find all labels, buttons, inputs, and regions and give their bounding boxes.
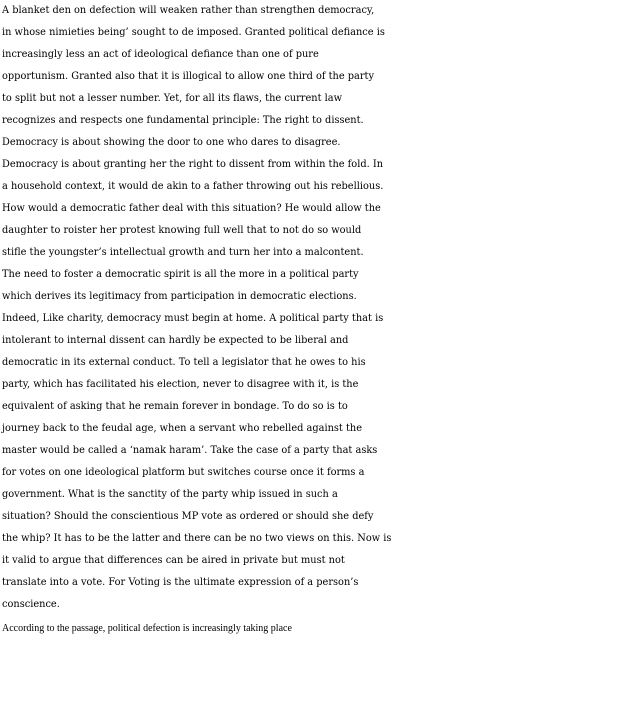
passage-line: master would be called a ‘namak haram’. Take the case of a party that asks	[2, 445, 378, 456]
passage-line: intolerant to internal dissent can hardly be expected to be liberal and	[2, 335, 349, 346]
passage-line: democratic in its external conduct. To tell a legislator that he owes to his	[2, 357, 366, 368]
passage-line: it valid to argue that differences can be aired in private but must not	[2, 555, 345, 566]
question-text: According to the passage, political defection is increasingly taking place	[2, 623, 292, 634]
passage-line: recognizes and respects one fundamental principle: The right to dissent.	[2, 115, 364, 126]
passage-line: in whose nimieties being’ sought to de imposed. Granted political defiance is	[2, 27, 385, 38]
passage-line: Democracy is about granting her the right to dissent from within the fold. In	[2, 159, 384, 170]
passage-line: government. What is the sanctity of the party whip issued in such a	[2, 489, 338, 500]
passage-line: How would a democratic father deal with this situation? He would allow the	[2, 203, 381, 214]
passage-line: increasingly less an act of ideological defiance than one of pure	[2, 49, 319, 60]
passage-line: which derives its legitimacy from participation in democratic elections.	[2, 291, 357, 302]
passage-line: for votes on one ideological platform but switches course once it forms a	[2, 467, 365, 478]
passage-line: Indeed, Like charity, democracy must begin at home. A political party that is	[2, 313, 384, 324]
passage-line: equivalent of asking that he remain forever in bondage. To do so is to	[2, 401, 348, 412]
passage-line: daughter to roister her protest knowing full well that to not do so would	[2, 225, 362, 236]
document-body	[2, 0, 638, 641]
passage-line: a household context, it would de akin to a father throwing out his rebellious.	[2, 181, 384, 192]
passage-line: to split but not a lesser number. Yet, for all its flaws, the current law	[2, 93, 342, 104]
passage-line: The need to foster a democratic spirit is all the more in a political party	[2, 269, 359, 280]
passage-line: A blanket den on defection will weaken rather than strengthen democracy,	[2, 5, 375, 16]
passage-line: Democracy is about showing the door to one who dares to disagree.	[2, 137, 341, 148]
passage-line: party, which has facilitated his election, never to disagree with it, is the	[2, 379, 359, 390]
passage-paragraph	[2, 0, 638, 616]
passage-line: opportunism. Granted also that it is illogical to allow one third of the party	[2, 71, 375, 82]
passage-line: conscience.	[2, 599, 60, 610]
passage-line: journey back to the feudal age, when a servant who rebelled against the	[2, 423, 363, 434]
passage-line: stifle the youngster’s intellectual growth and turn her into a malcontent.	[2, 247, 364, 258]
passage-line: translate into a vote. For Voting is the ultimate expression of a person’s	[2, 577, 359, 588]
passage-line: situation? Should the conscientious MP vote as ordered or should she defy	[2, 511, 374, 522]
passage-line: the whip? It has to be the latter and there can be no two views on this. Now is	[2, 533, 392, 544]
